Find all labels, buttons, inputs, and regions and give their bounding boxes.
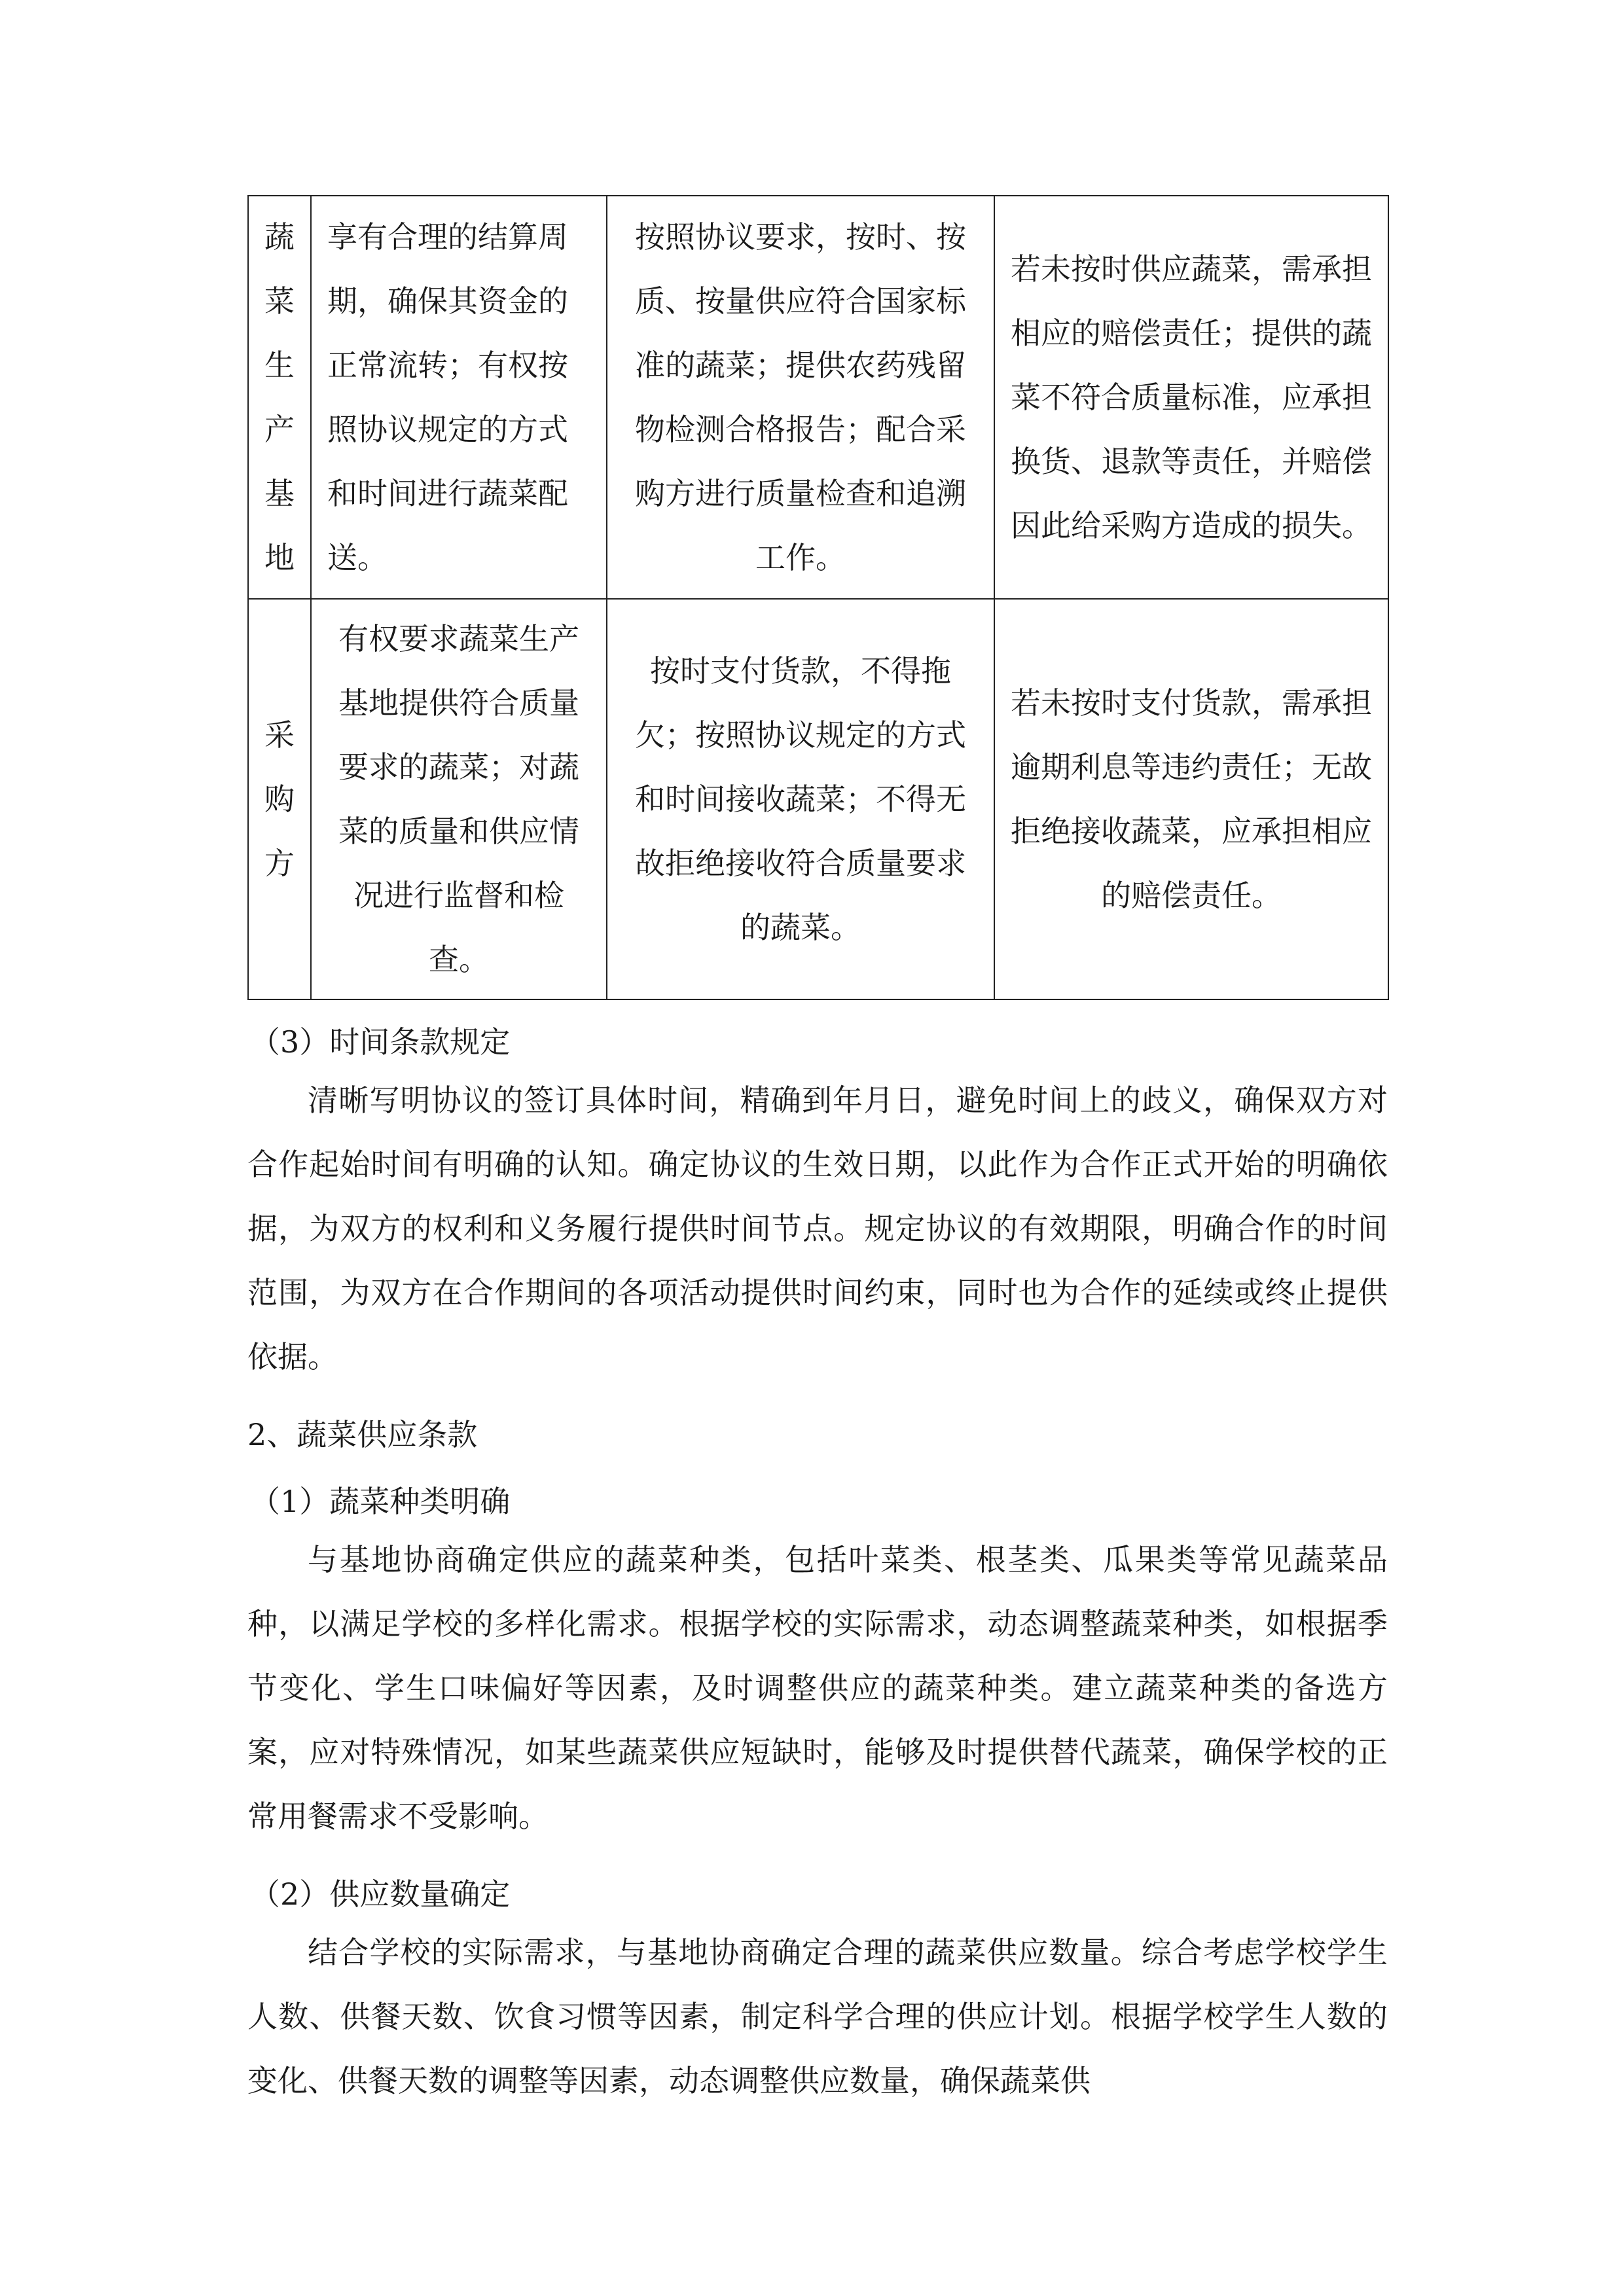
party-char: 购 — [264, 781, 295, 817]
liability-cell: 若未按时供应蔬菜，需承担相应的赔偿责任；提供的蔬菜不符合质量标准，应承担换货、退款等责任，并赔偿因此给采购方造成的损失。 — [994, 196, 1388, 599]
party-char: 产 — [264, 412, 295, 447]
quantity-heading: （2）供应数量确定 — [250, 1876, 511, 1912]
variety-paragraph: 与基地协商确定供应的蔬菜种类，包括叶菜类、根茎类、瓜果类等常见蔬菜品种，以满足学校的多样化需求。根据学校的实际需求，动态调整蔬菜种类，如根据季节变化、学生口味偏好等因素，及时调整供应的蔬菜种类。建立蔬菜种类的备选方案，应对特殊情况，如某些蔬菜供应短缺时，能够及时提供替代蔬菜，确保学校的正常用餐需求不受影响。 — [247, 1542, 1388, 1834]
party-cell — [248, 196, 311, 599]
variety-heading: （1）蔬菜种类明确 — [250, 1484, 511, 1519]
party-char: 方 — [264, 846, 295, 881]
time-clause-heading: （3）时间条款规定 — [250, 1024, 511, 1060]
obligations-cell: 按时支付货款，不得拖欠；按照协议规定的方式和时间接收蔬菜；不得无故拒绝接收符合质量要求的蔬菜。 — [607, 599, 994, 999]
table-row — [248, 196, 1388, 599]
rights-cell: 享有合理的结算周期，确保其资金的正常流转；有权按照协议规定的方式和时间进行蔬菜配送。 — [311, 196, 607, 599]
party-char: 地 — [264, 540, 295, 575]
party-char: 蔬 — [264, 219, 295, 255]
rights-cell: 有权要求蔬菜生产基地提供符合质量要求的蔬菜；对蔬菜的质量和供应情况进行监督和检查。 — [311, 599, 607, 999]
party-char: 菜 — [264, 283, 295, 319]
supply-clause-heading: 2、蔬菜供应条款 — [247, 1417, 478, 1452]
obligations-cell: 按照协议要求，按时、按质、按量供应符合国家标准的蔬菜；提供农药残留物检测合格报告；配合采购方进行质量检查和追溯工作。 — [607, 196, 994, 599]
time-clause-paragraph: 清晰写明协议的签订具体时间，精确到年月日，避免时间上的歧义，确保双方对合作起始时间有明确的认知。确定协议的生效日期，以此作为合作正式开始的明确依据，为双方的权利和义务履行提供时间节点。规定协议的有效期限，明确合作的时间范围，为双方在合作期间的各项活动提供时间约束，同时也为合作的延续或终止提供依据。 — [247, 1083, 1388, 1374]
party-char: 采 — [264, 717, 295, 753]
table-row — [248, 599, 1388, 999]
party-cell — [248, 599, 311, 999]
liability-cell: 若未按时支付货款，需承担逾期利息等违约责任；无故拒绝接收蔬菜，应承担相应的赔偿责任。 — [994, 599, 1388, 999]
party-char: 基 — [264, 476, 295, 511]
quantity-paragraph: 结合学校的实际需求，与基地协商确定合理的蔬菜供应数量。综合考虑学校学生人数、供餐天数、饮食习惯等因素，制定科学合理的供应计划。根据学校学生人数的变化、供餐天数的调整等因素，动态调整供应数量，确保蔬菜供 — [247, 1935, 1388, 2098]
rights-obligations-table — [247, 195, 1389, 1000]
party-char: 生 — [264, 348, 295, 383]
